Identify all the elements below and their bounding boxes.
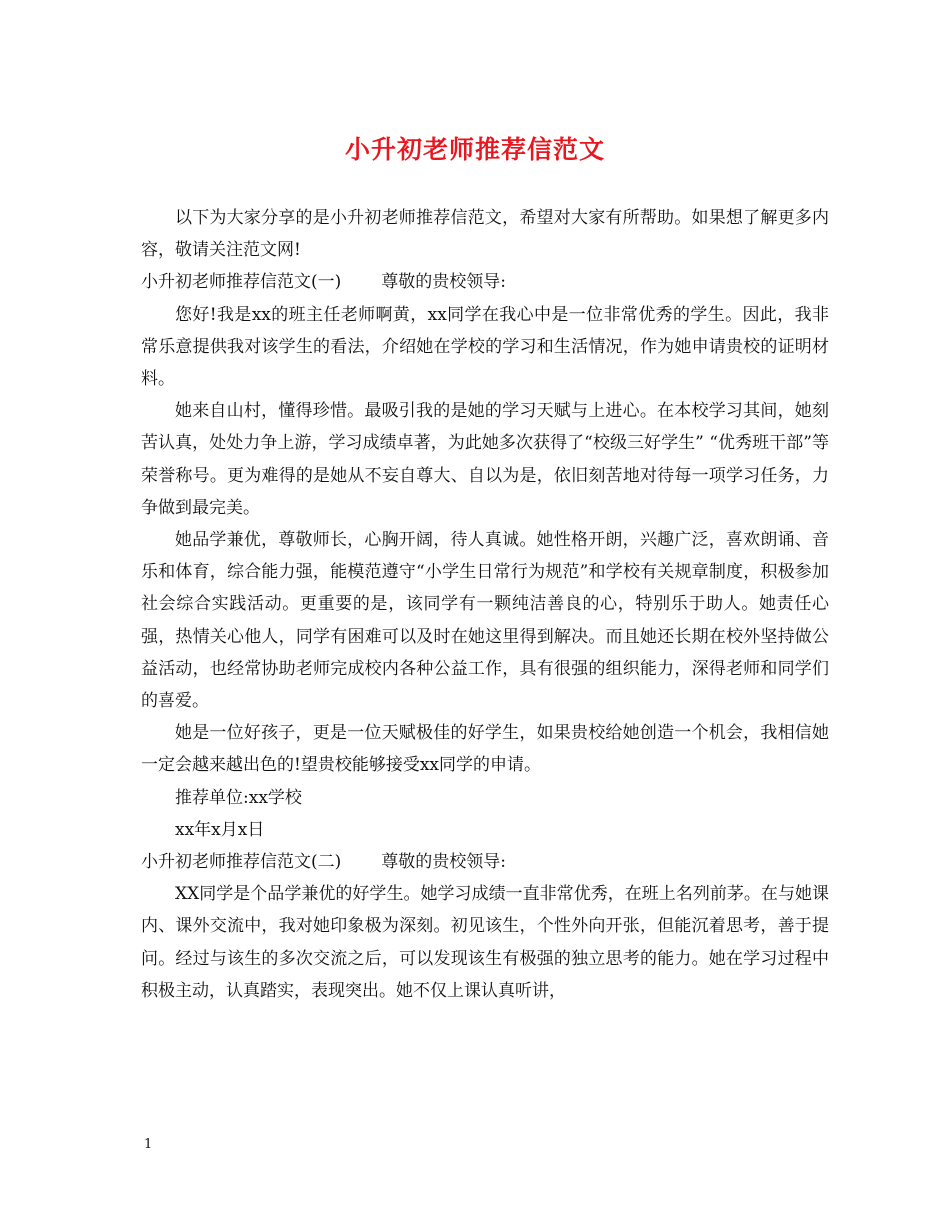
document-title: 小升初老师推荐信范文 [344,135,605,164]
letter1-heading-line [141,266,829,298]
document-body [141,202,829,1007]
letter1-paragraph-2: 她来自山村，懂得珍惜。最吸引我的是她的学习天赋与上进心。在本校学习其间，她刻苦认真，处处力争上游，学习成绩卓著，为此她多次获得了“校级三好学生” “优秀班干部”等荣誉称号。更为难得的是她从不妄自尊大、自以为是，依旧刻苦地对待每一项学习任务，力争做到最完美。 [141,401,829,518]
letter2-heading: 小升初老师推荐信范文(二) [141,852,342,873]
letter2-heading-line [141,846,829,878]
letter1-paragraph-3: 她品学兼优，尊敬师长，心胸开阔，待人真诚。她性格开朗，兴趣广泛，喜欢朗诵、音乐和体育，综合能力强，能模范遵守“小学生日常行为规范”和学校有关规章制度，积极参加社会综合实践活动。更重要的是，该同学有一颗纯洁善良的心，特别乐于助人。她责任心强，热情关心他人，同学有困难可以及时在她这里得到解决。而且她还长期在校外坚持做公益活动，也经常协助老师完成校内各种公益工作，具有很强的组织能力，深得老师和同学们的喜爱。 [141,530,829,712]
letter2-salutation: 尊敬的贵校领导: [381,852,506,873]
letter1-paragraph-1: 您好!我是xx的班主任老师啊黄，xx同学在我心中是一位非常优秀的学生。因此，我非常乐意提供我对该学生的看法，介绍她在学校的学习和生活情况，作为她申请贵校的证明材料。 [141,304,829,390]
intro-paragraph: 以下为大家分享的是小升初老师推荐信范文，希望对大家有所帮助。如果想了解更多内容，敬请关注范文网! [141,208,829,261]
letter1-paragraph-4: 她是一位好孩子，更是一位天赋极佳的好学生，如果贵校给她创造一个机会，我相信她一定会越来越出色的!望贵校能够接受xx同学的申请。 [141,723,829,776]
letter1-heading: 小升初老师推荐信范文(一) [141,272,342,293]
letter2-paragraph-1: XX同学是个品学兼优的好学生。她学习成绩一直非常优秀，在班上名列前茅。在与她课内、课外交流中，我对她印象极为深刻。初见该生，个性外向开张，但能沉着思考，善于提问。经过与该生的多次交流之后，可以发现该生有极强的独立思考的能力。她在学习过程中积极主动，认真踏实，表现突出。她不仅上课认真听讲， [141,884,829,1001]
letter1-signature-date: xx年x月x日 [175,819,265,840]
page-number: 1 [144,1137,153,1152]
letter1-salutation: 尊敬的贵校领导: [381,272,506,293]
letter1-signature-unit: 推荐单位:xx学校 [175,787,302,808]
